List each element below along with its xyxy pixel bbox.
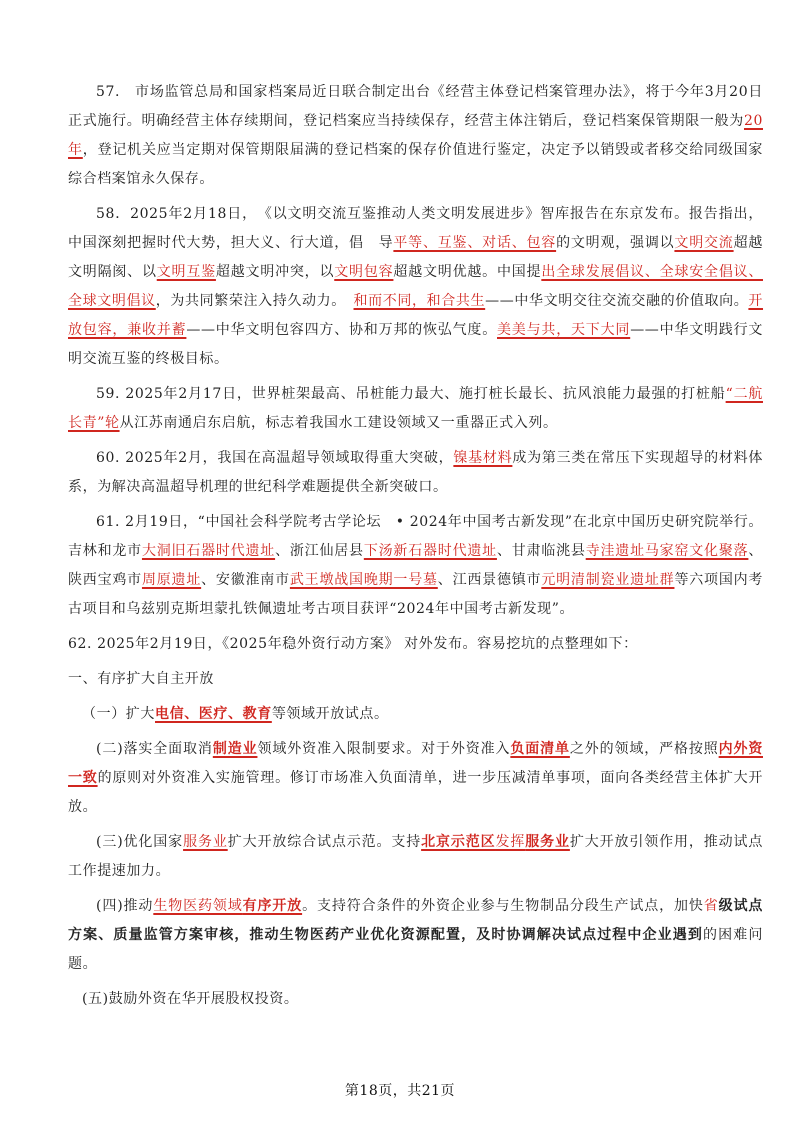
- q62-item-1: （一）扩大电信、医疗、教育等领域开放试点。: [82, 706, 389, 722]
- highlight: 文明包容: [334, 264, 394, 280]
- highlight: 开放包容，兼收并蓄: [68, 293, 764, 338]
- question-59: 59. 2025年2月17日，世界桩架最高、吊桩能力最大、施打桩长最长、抗风浪能力最强的打桩船“二航长青”轮从江苏南通启东启航，标志着我国水工建设领域又一重器正式入列。: [68, 386, 763, 431]
- question-57: 57. 市场监管总局和国家档案局近日联合制定出台《经营主体登记档案管理办法》，将于今年3月20日正式施行。明确经营主体存续期间，登记档案应当持续保存，经营主体注销后，登记档案保管期限一般为20年，登记机关应当定期对保管期限届满的登记档案的保存价值进行鉴定，决定予以销毁或者移交给同级国家综合档案馆永久保存。: [68, 84, 763, 187]
- highlight: 元明清制瓷业遗址群: [541, 572, 675, 588]
- bold-text: 级试点方案、质量监管方案审核，推动生物医药产业优化资源配置，及时协调解决试点过程中企业遇到: [68, 898, 763, 943]
- q62-item-2: (二)落实全面取消制造业领域外资准入限制要求。对于外资准入负面清单之外的领域，严格按照内外资一致的原则对外资准入实施管理。修订市场准入负面清单，进一步压减清单事项，面向各类经营主体扩大开放。: [68, 741, 764, 815]
- question-62-intro: 62. 2025年2月19日，《2025年稳外资行动方案》 对外发布。容易挖坑的点整理如下：: [68, 636, 638, 652]
- highlight: 文明交流: [674, 235, 734, 251]
- highlight: 服务业: [183, 834, 228, 850]
- highlight: 出全球发展倡议、全球安全倡议、全球文明倡议: [68, 264, 763, 309]
- question-61: 61. 2月19日，“中国社会科学院考古学论坛 • 2024年中国考古新发现”在北京中国历史研究院举行。吉林和龙市大洞旧石器时代遗址、浙江仙居县下汤新石器时代遗址、甘肃临洮县寺洼遗址马家窑文化聚落、陕西宝鸡市周原遗址、安徽淮南市武王墩战国晚期一号墓、江西景德镇市元明清制瓷业遗址群等六项国内考古项目和乌兹别克斯坦蒙扎铁佩遗址考古项目获评“2024年中国考古新发现”。: [68, 514, 764, 617]
- highlight: 镍基材料: [453, 450, 513, 466]
- highlight: 内外资一致: [68, 741, 763, 786]
- document-page: [68, 78, 763, 1020]
- q62-item-3: (三)优化国家服务业扩大开放综合试点示范。支持北京示范区发挥服务业扩大开放引领作用，推动试点工作提速加力。: [68, 834, 764, 879]
- highlight: 负面清单: [510, 741, 570, 757]
- highlight: 生物医药领域: [153, 898, 243, 914]
- highlight: 北京示范区: [421, 834, 496, 850]
- highlight: 和而不同，和合共生: [353, 293, 486, 309]
- section-heading: 一、有序扩大自主开放: [68, 671, 214, 687]
- highlight: 电信、医疗、教育: [155, 706, 272, 722]
- highlight: 有序开放: [242, 898, 303, 914]
- question-58: 58．2025年2月18日， 《以文明交流互鉴推动人类文明发展进步》智库报告在东京发布。报告指出，中国深刻把握时代大势，担大义、行大道，倡 导平等、互鉴、对话、包容的文明观，强调以文明交流超越文明隔阂、以文明互鉴超越文明冲突，以文明包容超越文明优越。中国提出全球发展倡议、全球安全倡议、全球文明倡议，为共同繁荣注入持久动力。 和而不同，和合共生——中华文明交往交流交融的价值取向。开放包容，兼收并蓄——中华文明包容四方、协和万邦的恢弘气度。美美与共，天下大同——中华文明践行文明交流互鉴的终极目标。: [68, 206, 764, 367]
- question-60: 60. 2025年2月，我国在高温超导领域取得重大突破，镍基材料成为第三类在常压下实现超导的材料体系，为解决高温超导机理的世纪科学难题提供全新突破口。: [68, 450, 764, 495]
- highlight: 武王墩战国晚期一号墓: [289, 572, 438, 588]
- highlight: 下汤新石器时代遗址: [363, 543, 497, 559]
- highlight: 大洞旧石器时代遗址: [141, 543, 276, 559]
- highlight: 寺洼遗址马家窑文化聚落: [585, 543, 749, 559]
- q62-item-5: (五)鼓励外资在华开展股权投资。: [82, 991, 299, 1007]
- highlight: “二航长青”轮: [68, 386, 763, 431]
- highlight: 制造业: [212, 741, 258, 757]
- highlight: 文明互鉴: [156, 264, 216, 280]
- highlight: 平等、互鉴、对话、包容: [393, 235, 557, 251]
- highlight: 服务业: [525, 834, 570, 850]
- highlight: 省: [703, 898, 719, 914]
- page-number: 第18页，共21页: [344, 1083, 456, 1099]
- q62-item-4: (四)推动生物医药领域有序开放。支持符合条件的外资企业参与生物制品分段生产试点，加快省级试点方案、质量监管方案审核，推动生物医药产业优化资源配置，及时协调解决试点过程中企业遇到的困难问题。: [68, 898, 763, 972]
- highlight: 发挥: [495, 834, 526, 850]
- highlight: 20年: [68, 113, 763, 158]
- highlight: 周原遗址: [141, 572, 202, 588]
- highlight: 美美与共，天下大同: [497, 322, 631, 338]
